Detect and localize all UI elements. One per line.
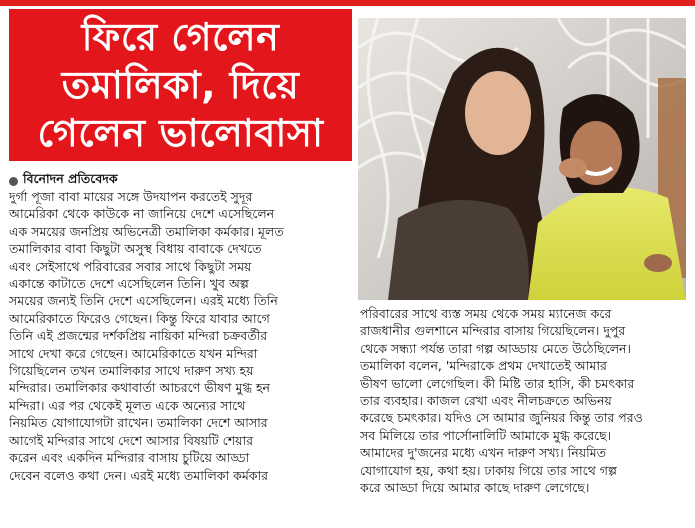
article-line: দেবেন বলেও কথা দেন। এরই মধ্যে তমালিকা কর্মকার: [9, 467, 269, 483]
article-line: করেছে চমৎকার। যদিও সে আমার জুনিয়র কিন্তু তার পরও: [360, 410, 643, 426]
article-line: মন্দিরার। তমালিকার কথাবার্তা আচরণে ভীষণ মুগ্ধ হন: [9, 380, 270, 396]
article-line: করেন এবং একদিন মন্দিরার বাসায় চুটিয়ে আড্ডা: [9, 450, 250, 466]
article-photo: [358, 18, 686, 300]
article-line: আগেই মন্দিরার সাথে দেশে আসার বিষয়টি শেয়ার: [9, 432, 253, 448]
headline-line-2: তমালিকা, দিয়ে: [61, 63, 300, 107]
article-line: তার ব্যবহার। কাজল রেখা এবং নীলচক্রতে অভিনয়: [360, 393, 612, 409]
article-line: নিয়মিত যোগাযোগটা রাখেন। তমালিকা দেশে আসার: [9, 415, 268, 431]
headline-line-3: গেলেন ভালোবাসা: [37, 111, 324, 155]
article-line: পরিবারের সাথে ব্যস্ত সময় থেকে সময় ম্যানেজ করে: [360, 306, 612, 321]
article-line: সব মিলিয়ে তার পার্সোনালিটি আমাকে মুগ্ধ করেছে।: [360, 427, 612, 443]
article-line: সময়ের জন্যই তিনি দেশে এসেছিলেন। এরই মধ্যে তিনি: [9, 293, 278, 309]
bullet-icon: [9, 177, 18, 186]
article-line: করে আড্ডা দিয়ে আমার কাছে দারুণ লেগেছে।: [360, 480, 590, 496]
article-line: যোগাযোগ হয়, কথা হয়। ঢাকায় গিয়ে তার সাথে গল্প: [360, 462, 617, 478]
article-line: সাথে দেখা করে গেছেন। আমেরিকাতে যখন মন্দিরা: [9, 345, 258, 361]
headline-line-1: ফিরে গেলেন: [81, 15, 280, 59]
article-line: আমেরিকাতে ফিরেও গেছেন। কিন্তু ফিরে যাবার আগে: [9, 310, 270, 326]
article-line: ভীষণ ভালো লেগেছিল। কী মিষ্টি তার হাসি, কী চমৎকার: [360, 375, 635, 391]
article-column-left: [9, 188, 352, 484]
article-line: এক সময়ের জনপ্রিয় অভিনেত্রী তমালিকা কর্মকার। মূলত: [9, 223, 284, 239]
article-column-right: [360, 305, 687, 496]
article-line: আমাদের দু'জনের মধ্যে এখন দারুণ সখ্য। নিয়মিত: [360, 445, 606, 461]
article-line: থেকে সন্ধ্যা পর্যন্ত তারা গল্প আড্ডায় মেতে উঠেছিলেন।: [360, 340, 631, 356]
article-line: একান্তে কাটাতে দেশে এসেছিলেন তিনি। খুব অল্প: [9, 276, 249, 292]
article-line: তমালিকার বাবা কিছুটা অসুস্থ বিধায় বাবাকে দেখতে: [9, 241, 262, 257]
photo-two-women-hugging-icon: [358, 18, 686, 300]
article-line: এবং সেইসাথে পরিবারের সবার সাথে কিছুটা সময়: [9, 258, 252, 274]
headline-box: [9, 9, 352, 161]
byline-text: বিনোদন প্রতিবেদক: [23, 171, 118, 186]
article-line: আমেরিকা থেকে কাউকে না জানিয়ে দেশে এসেছিলেন: [9, 206, 275, 222]
article-line: তমালিকা বলেন, 'মন্দিরাকে প্রথম দেখাতেই আমার: [360, 358, 607, 374]
top-red-rule: [0, 0, 695, 6]
article-line: মন্দিরা। এর পর থেকেই মূলত একে অন্যের সাথে: [9, 397, 246, 413]
article-line: দুর্গা পূজা বাবা মায়ের সঙ্গে উদযাপন করতেই সুদূর: [9, 189, 253, 204]
article-line: তিনি এই প্রজন্মের দর্শকপ্রিয় নায়িকা মন্দিরা চক্রবর্তীর: [9, 328, 268, 344]
article-line: রাজধানীর গুলশানে মন্দিরার বাসায় গিয়েছিলেন। দুপুর: [360, 323, 626, 339]
article-line: গিয়েছিলেন তখন তমালিকার সাথে দারুণ সখ্য হয়: [9, 363, 254, 379]
